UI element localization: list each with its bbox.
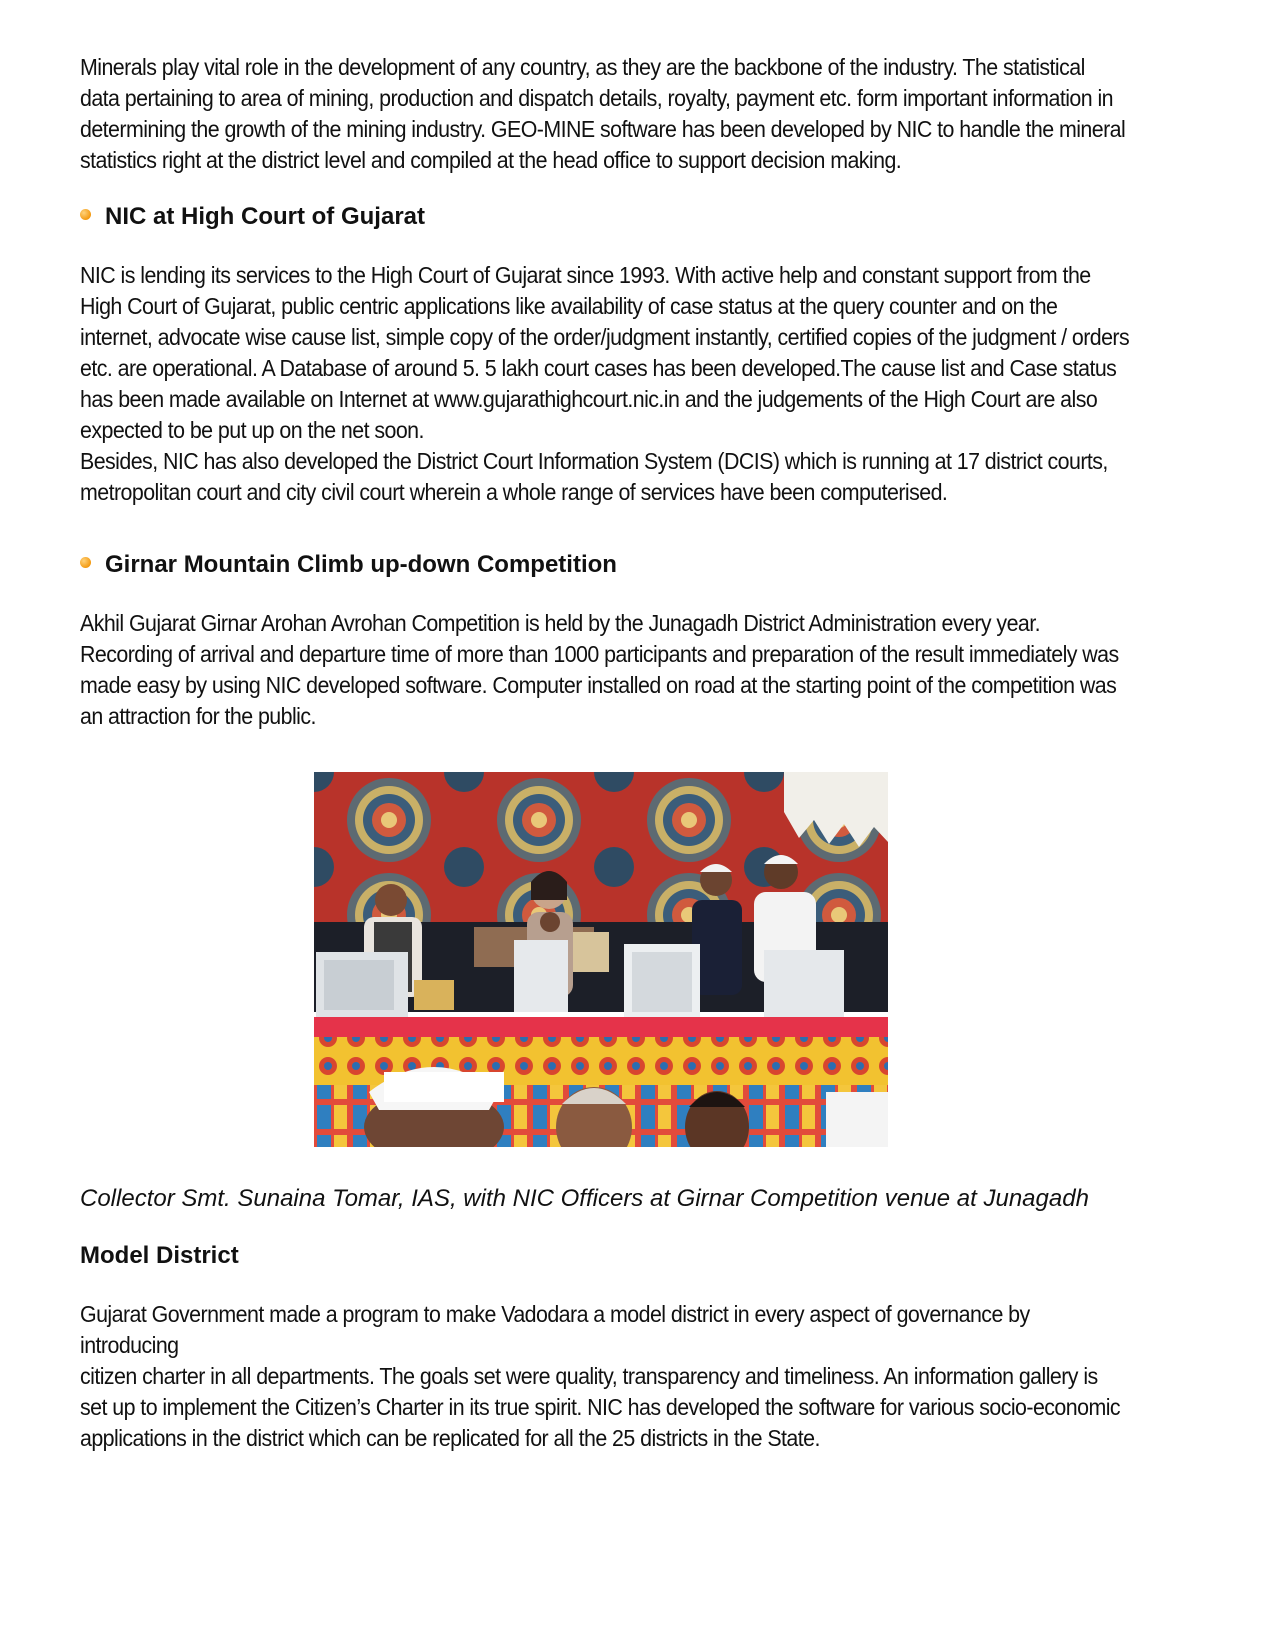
high-court-paragraph: NIC is lending its services to the High Court of Gujarat since 1993. With active help and constant support from the High Court of Gujarat, public centric applications like availability of case status at the query counter and on the internet, advocate wise cause list, simple copy of the order/judgment instantly, certified copies of the judgment / orders etc. are operational. A Database of around 5. 5 lakh court cases has been developed.The cause list and Case status has been made available on Internet at www.gujarathighcourt.nic.in and the judgements of the High Court are also expected to be put up on the net soon. Besides, NIC has also developed the District Court Information System (DCIS) which is running at 17 district courts, metropolitan court and city civil court wherein a whole range of services have been computerised. bbox=[80, 262, 1130, 505]
model-district-paragraph: Gujarat Government made a program to make Vadodara a model district in every aspect of governance by introducing citizen charter in all departments. The goals set were quality, transparency and timeliness. An information gallery is set up to implement the Citizen’s Charter in its true spirit. NIC has developed the software for various socio-economic applications in the district which can be replicated for all the 25 districts in the State. bbox=[80, 1301, 1121, 1451]
heading-text: NIC at High Court of Gujarat bbox=[105, 203, 425, 230]
event-photo-illustration bbox=[314, 772, 888, 1147]
section-heading-girnar bbox=[80, 550, 617, 580]
section-heading-model-district bbox=[80, 1241, 239, 1271]
bullet-icon bbox=[80, 209, 91, 220]
girnar-paragraph: Akhil Gujarat Girnar Arohan Avrohan Competition is held by the Junagadh District Administration every year. Recording of arrival and departure time of more than 1000 participants and preparation of the result immediately was made easy by using NIC developed software. Computer installed on road at the starting point of the competition was an attraction for the public. bbox=[80, 610, 1119, 729]
intro-paragraph: Minerals play vital role in the development of any country, as they are the backbone of the industry. The statistical data pertaining to area of mining, production and dispatch details, royalty, payment etc. form important information in determining the growth of the mining industry. GEO-MINE software has been developed by NIC to handle the mineral statistics right at the district level and compiled at the head office to support decision making. bbox=[80, 54, 1126, 173]
event-photo bbox=[314, 772, 888, 1147]
heading-text: Model District bbox=[80, 1242, 239, 1269]
photo-caption: Collector Smt. Sunaina Tomar, IAS, with NIC Officers at Girnar Competition venue at Junagadh bbox=[80, 1185, 1089, 1212]
heading-text: Girnar Mountain Climb up-down Competition bbox=[105, 551, 617, 578]
bullet-icon bbox=[80, 557, 91, 568]
section-heading-high-court bbox=[80, 202, 425, 232]
